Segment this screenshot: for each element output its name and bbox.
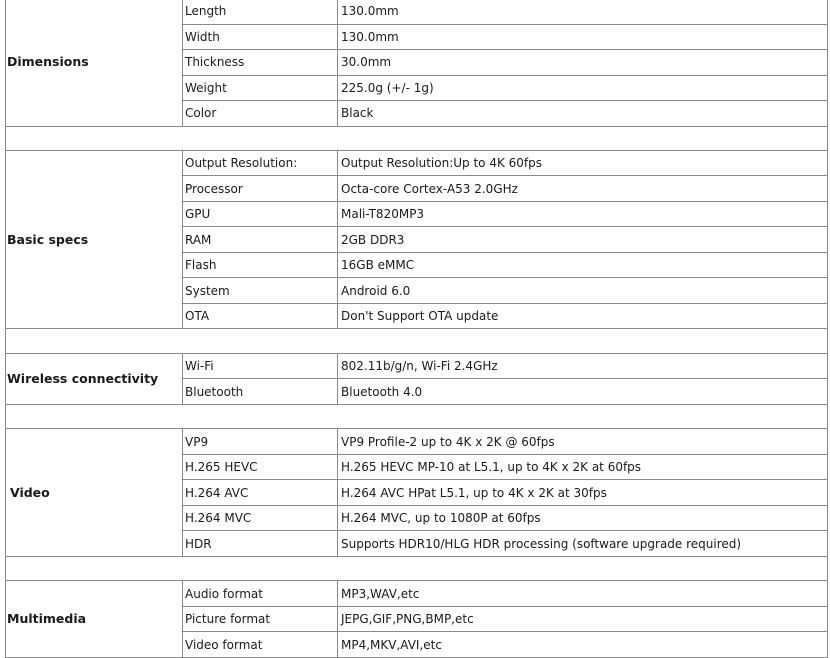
spec-value: 130.0mm (338, 24, 828, 50)
spec-name: Audio format (183, 581, 338, 607)
category-multimedia: Multimedia (6, 581, 183, 658)
category-wireless-connectivity: Wireless connectivity (6, 353, 183, 404)
spec-name: Processor (183, 176, 338, 202)
spec-name: GPU (183, 201, 338, 227)
spec-name: Width (183, 24, 338, 50)
spec-name: H.264 MVC (183, 505, 338, 531)
spec-name: Picture format (183, 606, 338, 632)
spec-name: H.265 HEVC (183, 454, 338, 480)
spec-value: 30.0mm (338, 50, 828, 76)
spec-value: Android 6.0 (338, 278, 828, 304)
spec-value: Don't Support OTA update (338, 303, 828, 329)
spec-row (6, 353, 828, 379)
spec-value: JEPG,GIF,PNG,BMP,etc (338, 606, 828, 632)
spec-name: Color (183, 101, 338, 127)
spec-name: Video format (183, 632, 338, 658)
spec-name: HDR (183, 531, 338, 557)
spec-name: RAM (183, 227, 338, 253)
spec-value: H.264 MVC, up to 1080P at 60fps (338, 505, 828, 531)
spec-row (6, 581, 828, 607)
spec-name: VP9 (183, 429, 338, 455)
spec-value: Output Resolution:Up to 4K 60fps (338, 150, 828, 176)
category-video: Video (6, 429, 183, 557)
section-separator (6, 404, 828, 428)
spec-name: H.264 AVC (183, 480, 338, 506)
spec-value: Supports HDR10/HLG HDR processing (software upgrade required) (338, 531, 828, 557)
spec-value: Bluetooth 4.0 (338, 379, 828, 405)
spec-name: Thickness (183, 50, 338, 76)
spec-row (6, 429, 828, 455)
spec-name: Weight (183, 75, 338, 101)
spec-value: Mali-T820MP3 (338, 201, 828, 227)
spec-value: 130.0mm (338, 0, 828, 24)
section-separator (6, 556, 828, 580)
spec-name: System (183, 278, 338, 304)
spec-name: Output Resolution: (183, 150, 338, 176)
spec-table-body (6, 0, 828, 658)
spec-value: Black (338, 101, 828, 127)
spec-row (6, 0, 828, 24)
spec-name: OTA (183, 303, 338, 329)
separator-cell (6, 329, 828, 353)
spec-value: H.265 HEVC MP-10 at L5.1, up to 4K x 2K at 60fps (338, 454, 828, 480)
separator-cell (6, 556, 828, 580)
spec-value: 2GB DDR3 (338, 227, 828, 253)
category-basic-specs: Basic specs (6, 150, 183, 329)
spec-value: 802.11b/g/n, Wi-Fi 2.4GHz (338, 353, 828, 379)
spec-value: 225.0g (+/- 1g) (338, 75, 828, 101)
spec-value: MP3,WAV,etc (338, 581, 828, 607)
spec-value: MP4,MKV,AVI,etc (338, 632, 828, 658)
separator-cell (6, 404, 828, 428)
section-separator (6, 126, 828, 150)
spec-name: Bluetooth (183, 379, 338, 405)
spec-value: VP9 Profile-2 up to 4K x 2K @ 60fps (338, 429, 828, 455)
category-dimensions: Dimensions (6, 0, 183, 126)
spec-name: Flash (183, 252, 338, 278)
spec-value: Octa-core Cortex-A53 2.0GHz (338, 176, 828, 202)
spec-row (6, 150, 828, 176)
spec-value: H.264 AVC HPat L5.1, up to 4K x 2K at 30fps (338, 480, 828, 506)
section-separator (6, 329, 828, 353)
separator-cell (6, 126, 828, 150)
spec-name: Wi-Fi (183, 353, 338, 379)
spec-table (5, 0, 828, 658)
spec-name: Length (183, 0, 338, 24)
spec-value: 16GB eMMC (338, 252, 828, 278)
